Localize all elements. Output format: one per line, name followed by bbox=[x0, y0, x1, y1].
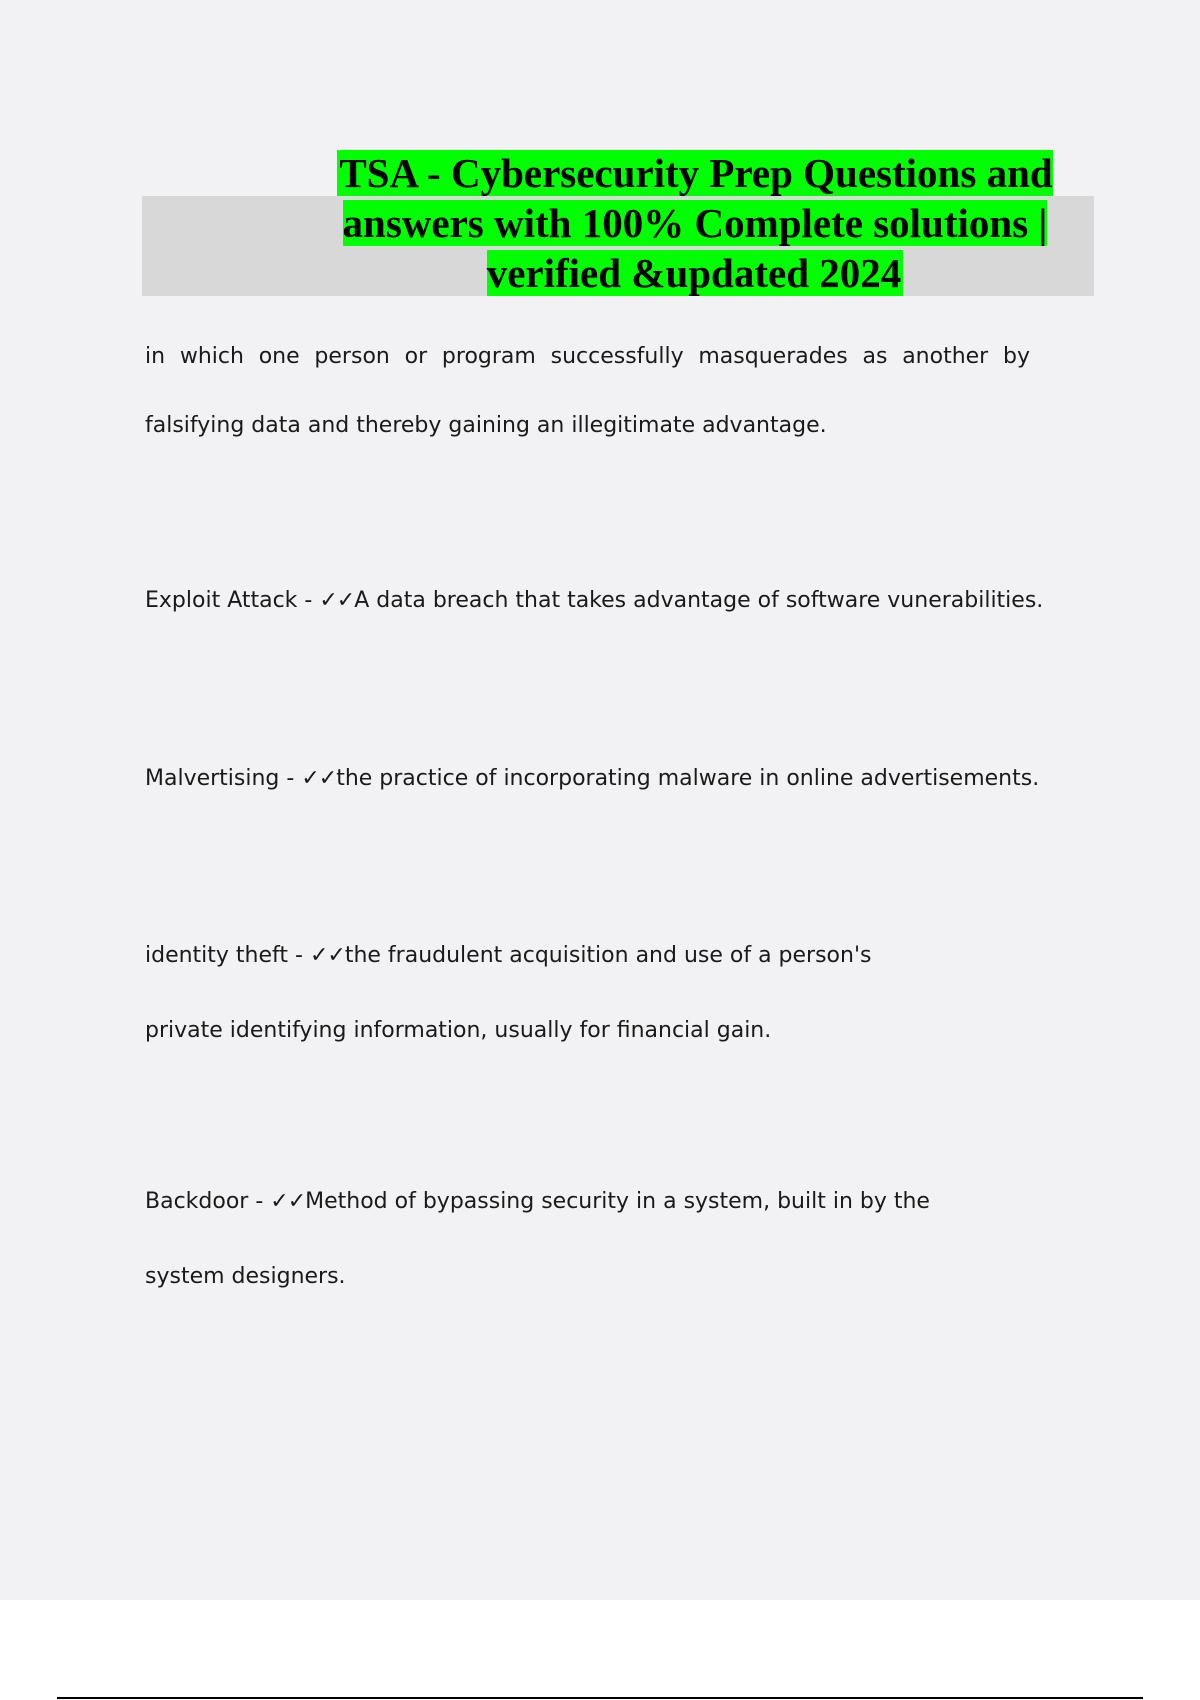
entry-identity-theft-continued: private identifying information, usually for financial gain. bbox=[145, 1018, 772, 1043]
entry-identity-theft bbox=[145, 943, 871, 968]
entry-definition: the practice of incorporating malware in online advertisements. bbox=[336, 766, 1040, 791]
entry-definition: Method of bypassing security in a system, built in by the bbox=[305, 1189, 930, 1214]
entry-malvertising bbox=[145, 766, 1039, 791]
entry-definition: the fraudulent acquisition and use of a person's bbox=[344, 943, 872, 968]
entry-term: Exploit Attack - bbox=[145, 588, 320, 613]
entry-backdoor bbox=[145, 1189, 930, 1214]
intro-line-2: falsifying data and thereby gaining an illegitimate advantage. bbox=[145, 413, 827, 438]
check-mark-icon: ✓✓ bbox=[309, 943, 345, 968]
document-title bbox=[295, 148, 1095, 298]
intro-line-1: in which one person or program successfully masquerades as another by bbox=[145, 344, 1030, 369]
footer-divider bbox=[57, 1697, 1143, 1699]
entry-definition: A data breach that takes advantage of software vunerabilities. bbox=[354, 588, 1044, 613]
check-mark-icon: ✓✓ bbox=[319, 588, 355, 613]
entry-term: Backdoor - bbox=[145, 1189, 271, 1214]
entry-backdoor-continued: system designers. bbox=[145, 1264, 346, 1289]
entry-exploit-attack bbox=[145, 588, 1043, 613]
document-title-text: TSA - Cybersecurity Prep Questions and answers with 100% Complete solutions | verified &updated 2024 bbox=[339, 150, 1053, 296]
entry-term: Malvertising - bbox=[145, 766, 302, 791]
check-mark-icon: ✓✓ bbox=[270, 1189, 306, 1214]
entry-term: identity theft - bbox=[145, 943, 310, 968]
check-mark-icon: ✓✓ bbox=[301, 766, 337, 791]
